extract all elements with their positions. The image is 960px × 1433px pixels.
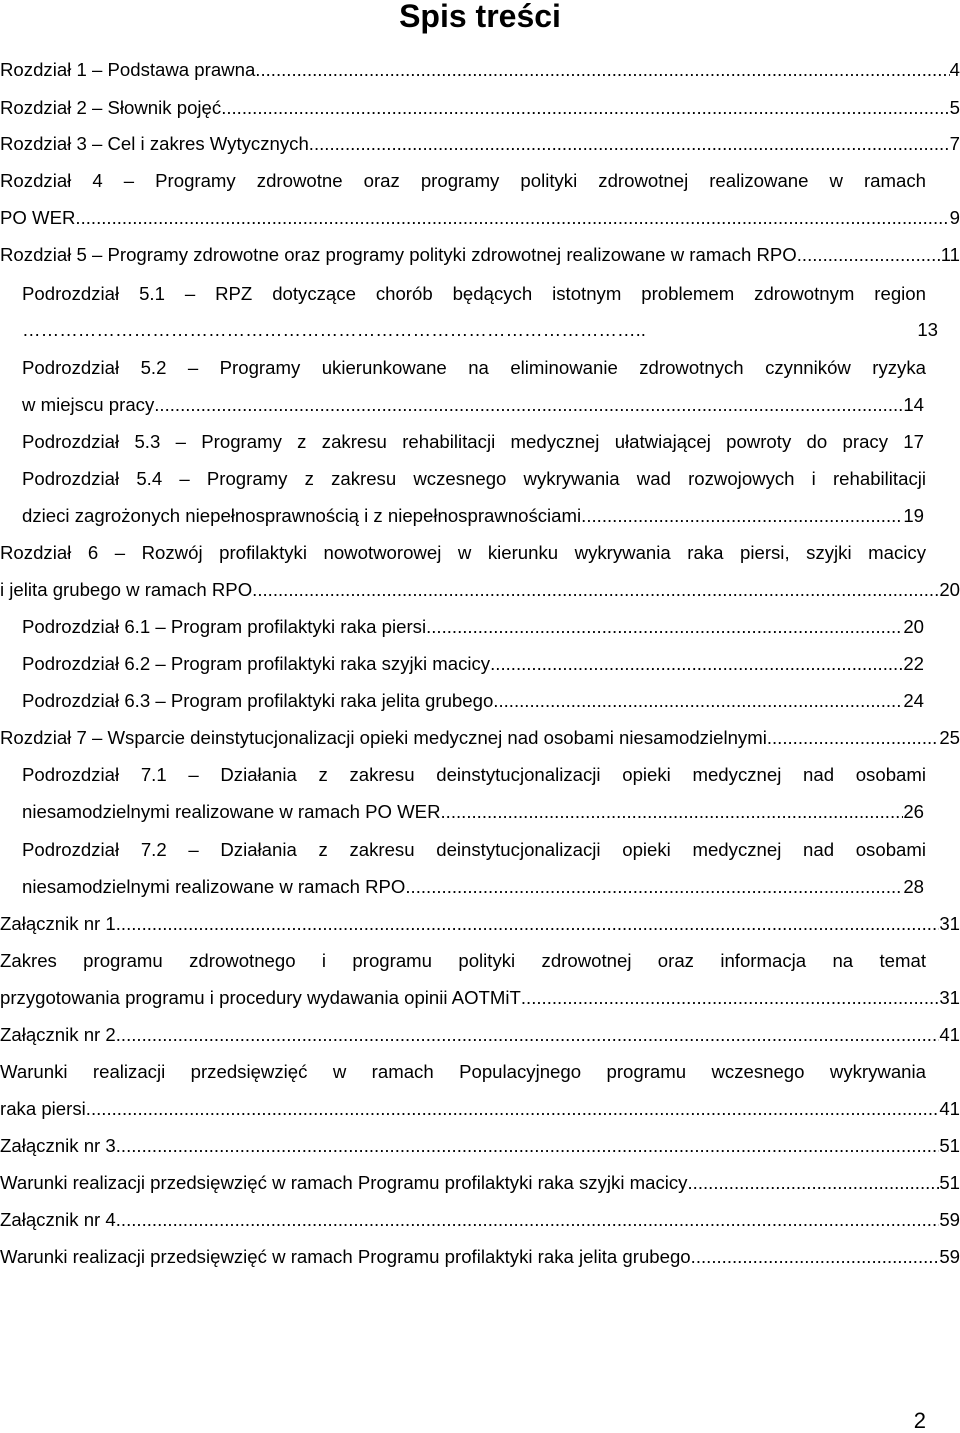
- toc-entry-podrozdzial-5-4-line2[interactable]: [22, 501, 924, 531]
- dot-leader: [687, 1168, 939, 1198]
- toc-page-number: 14: [903, 394, 924, 415]
- toc-entry-podrozdzial-7-1-line1[interactable]: [22, 760, 926, 790]
- toc-page-number: 31: [939, 987, 960, 1008]
- toc-entry-podrozdzial-5-4-line1[interactable]: [22, 464, 926, 494]
- toc-entry-rozdzial-1[interactable]: [0, 55, 960, 85]
- toc-entry-label: Podrozdział 7.1 – Działania z zakresu deinstytucjonalizacji opieki medycznej nad osobami: [22, 764, 926, 785]
- toc-page-number: 28: [903, 876, 924, 897]
- dot-leader: [405, 872, 903, 902]
- toc-entry-podrozdzial-7-1-line2[interactable]: [22, 797, 924, 827]
- toc-page-number: 20: [903, 616, 924, 637]
- toc-page-number: 7: [949, 133, 960, 154]
- toc-entry-zalacznik-2-desc-line1[interactable]: [0, 1057, 926, 1087]
- dot-leader: [86, 1094, 940, 1124]
- toc-entry-podrozdzial-6-1[interactable]: [22, 612, 924, 642]
- dot-leader: [797, 240, 941, 270]
- toc-page-number: 24: [903, 690, 924, 711]
- toc-page-number: 22: [903, 653, 924, 674]
- toc-entry-label: Załącznik nr 3: [0, 1135, 116, 1156]
- toc-page-number: 59: [939, 1246, 960, 1267]
- dot-leader: [426, 612, 903, 642]
- toc-entry-podrozdzial-5-3[interactable]: [22, 427, 924, 457]
- dot-leader: [309, 129, 950, 159]
- toc-entry-zalacznik-3-desc[interactable]: [0, 1168, 960, 1198]
- toc-entry-podrozdzial-6-3[interactable]: [22, 686, 924, 716]
- toc-page-number: 13: [917, 319, 938, 340]
- toc-entry-label: Warunki realizacji przedsięwzięć w ramach Programu profilaktyki raka szyjki macicy: [0, 1172, 688, 1193]
- toc-entry-label: Rozdział 5 – Programy zdrowotne oraz programy polityki zdrowotnej realizowane w ramach RPO: [0, 244, 797, 265]
- toc-entry-label: niesamodzielnymi realizowane w ramach RPO: [22, 876, 406, 897]
- toc-entry-podrozdzial-5-2-line1[interactable]: [22, 353, 926, 383]
- toc-entry-rozdzial-3[interactable]: [0, 129, 960, 159]
- toc-entry-label: Warunki realizacji przedsięwzięć w ramach Programu profilaktyki raka jelita grubego: [0, 1246, 691, 1267]
- toc-entry-label: niesamodzielnymi realizowane w ramach PO WER: [22, 801, 441, 822]
- toc-entry-rozdzial-4-line2[interactable]: [0, 203, 960, 233]
- toc-entry-zalacznik-1[interactable]: [0, 909, 960, 939]
- toc-entry-zalacznik-4[interactable]: [0, 1205, 960, 1235]
- dot-leader: [116, 1020, 940, 1050]
- toc-entry-label: Podrozdział 6.1 – Program profilaktyki raka piersi: [22, 616, 427, 637]
- dot-leader: [490, 649, 903, 679]
- dot-leader: [493, 686, 903, 716]
- dot-leader: [581, 501, 903, 531]
- toc-entry-label: Podrozdział 6.3 – Program profilaktyki raka jelita grubego: [22, 690, 494, 711]
- toc-entry-label: Zakres programu zdrowotnego i programu polityki zdrowotnej oraz informacja na temat: [0, 950, 926, 971]
- toc-page-number: 4: [949, 59, 960, 80]
- toc-entry-rozdzial-5[interactable]: [0, 240, 960, 270]
- toc-entry-label: w miejscu pracy: [22, 394, 155, 415]
- toc-page-number: 59: [939, 1209, 960, 1230]
- toc-entry-podrozdzial-5-2-line2[interactable]: [22, 390, 924, 420]
- toc-entry-label: Rozdział 3 – Cel i zakres Wytycznych: [0, 133, 309, 154]
- dot-leader: [75, 203, 949, 233]
- toc-entry-label: i jelita grubego w ramach RPO: [0, 579, 253, 600]
- toc-entry-podrozdzial-7-2-line2[interactable]: [22, 872, 924, 902]
- toc-entry-label: Rozdział 7 – Wsparcie deinstytucjonalizacji opieki medycznej nad osobami niesamodzielnymi: [0, 727, 767, 748]
- dot-leader: [116, 1205, 940, 1235]
- toc-entry-podrozdzial-6-2[interactable]: [22, 649, 924, 679]
- dot-leader: [691, 1242, 940, 1272]
- toc-entry-podrozdzial-5-1-line1[interactable]: [22, 279, 926, 309]
- toc-entry-label: Podrozdział 5.3 – Programy z zakresu rehabilitacji medycznej ułatwiającej powroty do pracy 17: [22, 431, 924, 452]
- toc-entry-zalacznik-2-desc-line2[interactable]: [0, 1094, 960, 1124]
- toc-page-number: 31: [939, 913, 960, 934]
- toc-entry-podrozdzial-5-1-line2[interactable]: [22, 315, 938, 345]
- toc-entry-label: Rozdział 6 – Rozwój profilaktyki nowotworowej w kierunku wykrywania raka piersi, szyjki macicy: [0, 542, 926, 563]
- toc-entry-podrozdzial-7-2-line1[interactable]: [22, 835, 926, 865]
- toc-entry-label: przygotowania programu i procedury wydawania opinii AOTMiT: [0, 987, 521, 1008]
- toc-page-number: 25: [939, 727, 960, 748]
- toc-entry-label: Podrozdział 5.1 – RPZ dotyczące chorób będących istotnym problemem zdrowotnym region: [22, 283, 926, 304]
- toc-page-number: 11: [940, 244, 960, 265]
- toc-page-number: 41: [939, 1098, 960, 1119]
- toc-entry-label: Załącznik nr 2: [0, 1024, 116, 1045]
- toc-entry-label: Rozdział 4 – Programy zdrowotne oraz programy polityki zdrowotnej realizowane w ramach: [0, 170, 926, 191]
- toc-entry-label: Podrozdział 6.2 – Program profilaktyki raka szyjki macicy: [22, 653, 491, 674]
- toc-entry-rozdzial-2[interactable]: [0, 93, 960, 123]
- dot-leader: [767, 723, 939, 753]
- toc-entry-label: Załącznik nr 1: [0, 913, 116, 934]
- toc-entry-zalacznik-4-desc[interactable]: [0, 1242, 960, 1272]
- toc-entry-label: Podrozdział 5.2 – Programy ukierunkowane na eliminowanie zdrowotnych czynników ryzyka: [22, 357, 926, 378]
- dot-leader: [116, 1131, 940, 1161]
- toc-entry-rozdzial-6-line1[interactable]: [0, 538, 926, 568]
- toc-entry-label: Rozdział 2 – Słownik pojęć: [0, 97, 222, 118]
- toc-page-number: 5: [949, 97, 960, 118]
- toc-entry-zalacznik-3[interactable]: [0, 1131, 960, 1161]
- toc-entry-rozdzial-4-line1[interactable]: [0, 166, 926, 196]
- dot-leader: [252, 575, 939, 605]
- dot-leader: [521, 983, 939, 1013]
- toc-page-number: 26: [903, 801, 924, 822]
- toc-page-number: 51: [939, 1172, 960, 1193]
- toc-entry-zalacznik-1-desc-line2[interactable]: [0, 983, 960, 1013]
- page-number: 2: [913, 1408, 926, 1433]
- dot-leader: [116, 909, 940, 939]
- toc-entry-label: raka piersi: [0, 1098, 86, 1119]
- toc-page-number: 19: [903, 505, 924, 526]
- toc-entry-label: Podrozdział 7.2 – Działania z zakresu deinstytucjonalizacji opieki medycznej nad osobami: [22, 839, 926, 860]
- toc-entry-label: Załącznik nr 4: [0, 1209, 116, 1230]
- toc-entry-zalacznik-1-desc-line1[interactable]: [0, 946, 926, 976]
- toc-page-number: 9: [949, 207, 960, 228]
- toc-entry-rozdzial-7[interactable]: [0, 723, 960, 753]
- dot-leader: [154, 390, 903, 420]
- dot-leader: [255, 55, 949, 85]
- dot-leader: [221, 93, 949, 123]
- toc-entry-label: PO WER: [0, 207, 76, 228]
- toc-entry-label: Warunki realizacji przedsięwzięć w ramach Populacyjnego programu wczesnego wykrywania: [0, 1061, 926, 1082]
- toc-title: Spis treści: [399, 0, 561, 34]
- toc-page-number: 41: [939, 1024, 960, 1045]
- dot-leader: [441, 797, 904, 827]
- toc-page-number: 20: [939, 579, 960, 600]
- toc-entry-label: Podrozdział 5.4 – Programy z zakresu wczesnego wykrywania wad rozwojowych i rehabilitacji: [22, 468, 926, 489]
- toc-entry-label: ………………………………………………………………………………………..: [22, 319, 646, 340]
- toc-entry-label: dzieci zagrożonych niepełnosprawnością i z niepełnosprawnościami: [22, 505, 582, 526]
- toc-entry-rozdzial-6-line2[interactable]: [0, 575, 960, 605]
- toc-entry-zalacznik-2[interactable]: [0, 1020, 960, 1050]
- toc-entry-label: Rozdział 1 – Podstawa prawna: [0, 59, 256, 80]
- toc-page-number: 51: [939, 1135, 960, 1156]
